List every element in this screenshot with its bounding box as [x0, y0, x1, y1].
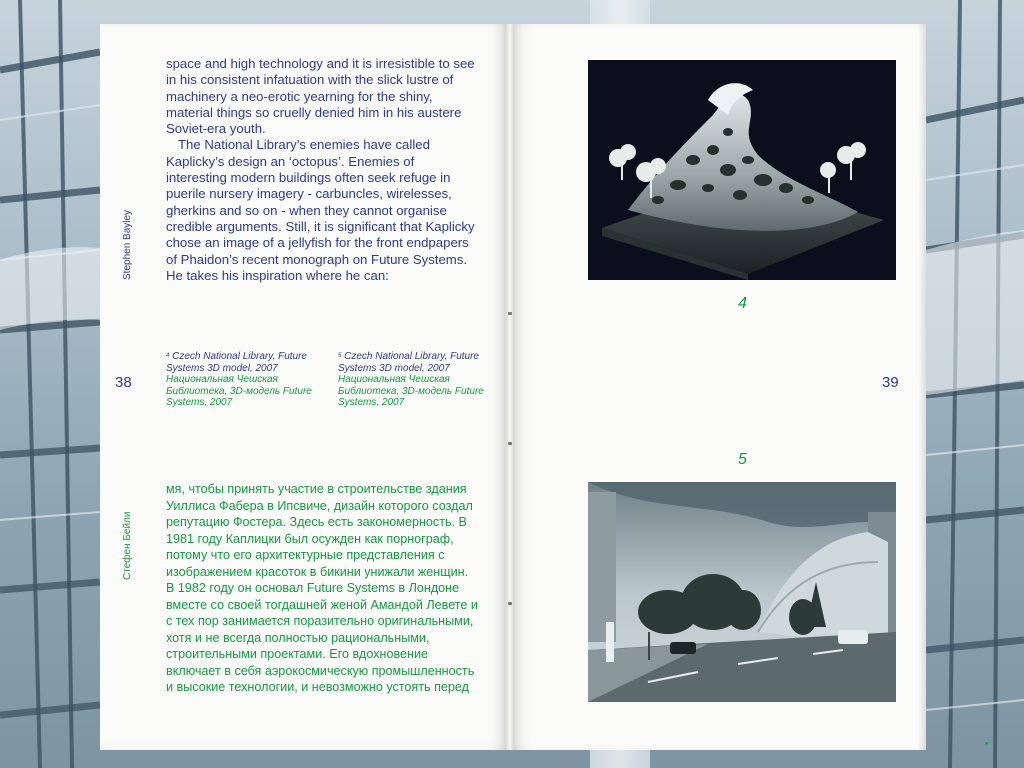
figure-4-number: 4: [738, 295, 747, 312]
caption-4-english: $^4$ Czech National Library, Future Systems 3D model, 2007: [166, 351, 307, 374]
figure-5-street-view-image: [588, 482, 896, 702]
page-number-left: 38: [115, 374, 132, 391]
figure-5-number: 5: [738, 451, 747, 468]
staple-middle: [508, 442, 512, 445]
book-spine-gutter: [506, 24, 514, 750]
author-name-russian: Стефен Бейли: [122, 511, 133, 580]
english-body-text: [166, 56, 476, 284]
staple-bottom: [508, 602, 512, 605]
open-booklet: [100, 24, 926, 750]
caption-5-russian: Национальная Чешская Библиотека, 3D-модель Future Systems, 2007: [338, 374, 484, 408]
caption-5-english: $^5$ Czech National Library, Future Systems 3D model, 2007: [338, 351, 479, 374]
caption-figure-4: [166, 351, 316, 409]
author-name-english: Stephen Bayley: [122, 209, 133, 280]
english-paragraph-2: The National Library’s enemies have called Kaplicky’s design an ‘octopus’. Enemies of interesting modern buildings often seek refuge in puerile nursery imagery - carbuncles, wirelesses, gherkins and so on - when they cannot organise credible arguments. Still, it is significant that Kaplicky chose an image of a jellyfish for the front endpapers of Phaidon’s recent monograph on Future Systems. He takes his inspiration where he can:: [166, 137, 475, 283]
staple-top: [508, 312, 512, 315]
figure-4-3d-model-image: [588, 60, 896, 280]
russian-body-text: мя, чтобы принять участие в строительстве здания Уиллиса Фабера в Ипсвиче, дизайн которого создал репутацию Фостера. Здесь есть закономерность. В 1981 году Каплицки был осужден как порнограф, потому что его архитектурные представления с изображением красоток в бикини унижали женщин. В 1982 году он основал Future Systems в Лондоне вместе со своей тогдашней женой Амандой Левете и с тех пор занимается поразительно оригинальными, хотя и не всегда полностью рациональными, строительными проектами. Его вдохновение включает в себя аэрокосмическую промышленность и высокие технологии, и невозможно устоять перед: [166, 482, 478, 694]
english-paragraph-1: space and high technology and it is irresistible to see in his consistent infatuation with the slick lustre of machinery a neo-erotic yearning for the shiny, material things so cruelly denied him in his austere Soviet-era youth.: [166, 56, 475, 137]
caption-figure-5: [338, 351, 488, 409]
caption-4-russian: Национальная Чешская Библиотека, 3D-модель Future Systems, 2007: [166, 374, 312, 408]
page-number-right: 39: [882, 374, 899, 391]
left-page: [100, 24, 510, 750]
corner-registration-mark: ▪: [985, 738, 989, 748]
